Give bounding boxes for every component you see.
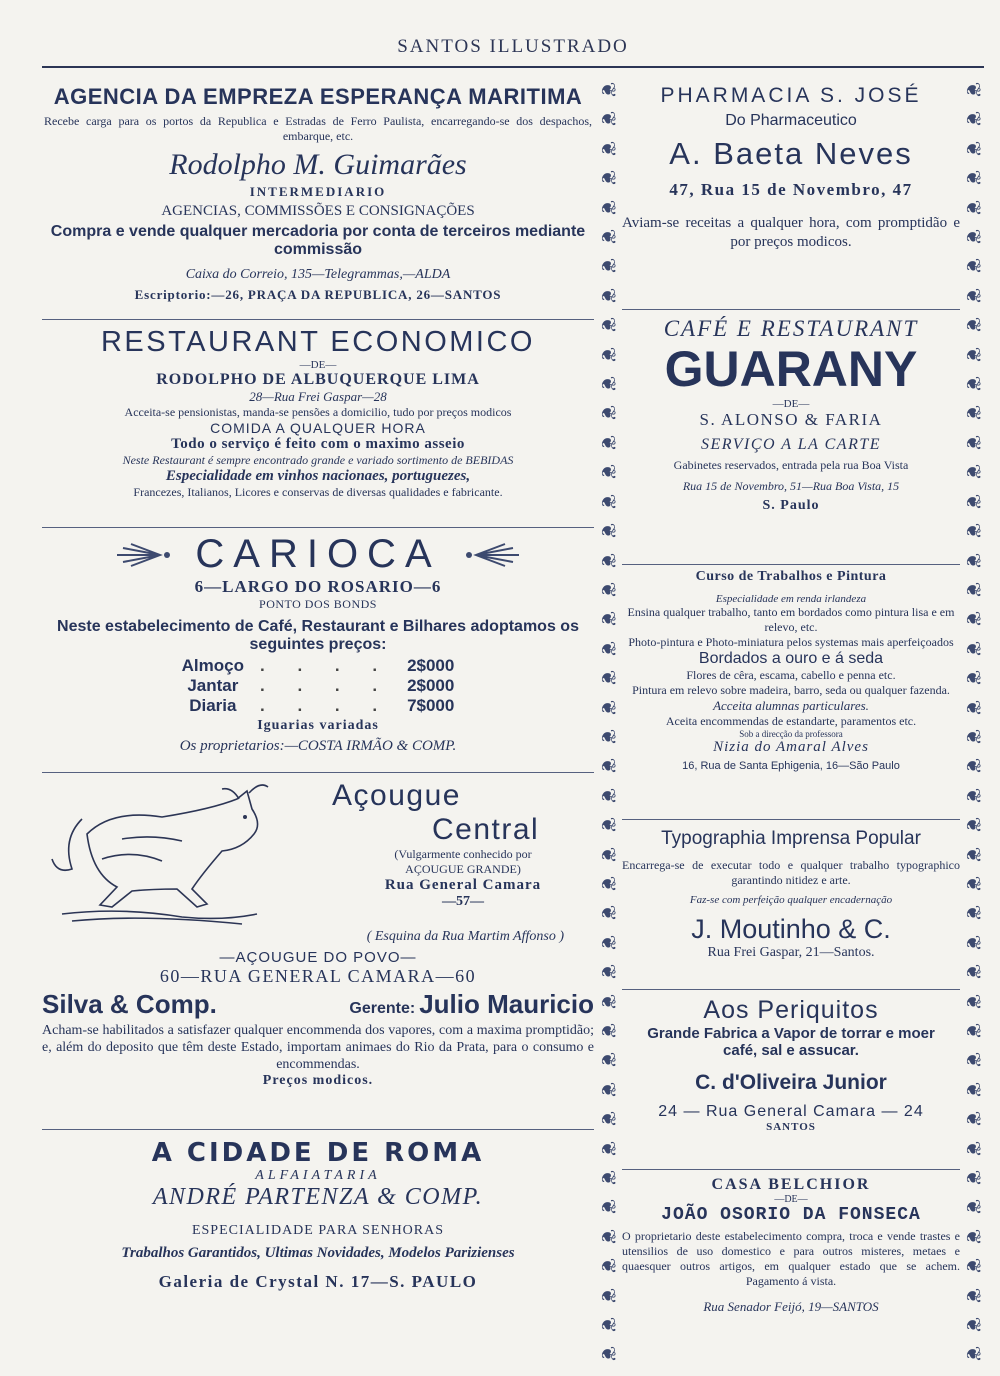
border-ornament-icon: ❦ — [595, 1199, 618, 1216]
ad-agencia — [42, 70, 594, 320]
border-ornament-icon: ❦ — [960, 1052, 983, 1069]
ornamental-border-left — [593, 80, 621, 1365]
border-ornament-icon: ❦ — [960, 493, 983, 511]
border-ornament-icon: ❦ — [595, 787, 618, 805]
curso-address: 16, Rua de Santa Ephigenia, 16—São Paulo — [682, 760, 900, 772]
border-ornament-icon: ❦ — [595, 640, 618, 658]
guarany-servico: SERVIÇO A LA CARTE — [700, 436, 882, 453]
border-ornament-icon: ❦ — [960, 463, 983, 481]
border-ornament-icon: ❦ — [595, 316, 618, 334]
economico-comida: COMIDA A QUALQUER HORA — [210, 420, 426, 436]
border-ornament-icon: ❦ — [595, 1346, 618, 1363]
border-ornament-icon: ❦ — [595, 1316, 618, 1334]
acougue-povo: —AÇOUGUE DO POVO— — [219, 949, 417, 966]
right-column — [622, 70, 960, 1321]
ad-casa-belchior — [622, 1170, 960, 1321]
border-ornament-icon: ❦ — [960, 787, 983, 805]
border-ornament-icon: ❦ — [960, 258, 983, 275]
border-ornament-icon: ❦ — [960, 669, 983, 687]
agencia-trade: Compra e vende qualquer mercadoria por conta de terceiros mediante commissão — [50, 223, 586, 258]
border-ornament-icon: ❦ — [960, 963, 983, 981]
ad-pharmacia — [622, 70, 960, 310]
border-ornament-icon: ❦ — [595, 375, 618, 393]
border-ornament-icon: ❦ — [960, 111, 983, 128]
price-value: 2$000 — [407, 656, 455, 675]
curso-text4: Pintura em relevo sobre madeira, barro, seda ou qualquer fazenda. — [632, 683, 950, 697]
typographia-address: Rua Frei Gaspar, 21—Santos. — [707, 945, 875, 960]
guarany-title2: GUARANY — [664, 341, 918, 397]
economico-title: RESTAURANT ECONOMICO — [100, 326, 535, 358]
roma-galeria: Galeria de Crystal N. 17—S. PAULO — [158, 1272, 478, 1291]
border-ornament-icon: ❦ — [595, 875, 618, 893]
border-ornament-icon: ❦ — [960, 199, 983, 217]
border-ornament-icon: ❦ — [960, 993, 983, 1010]
acougue-grande: AÇOUGUE GRANDE) — [405, 862, 521, 876]
acougue-street: Rua General Camara — [384, 877, 542, 893]
periquitos-city: SANTOS — [766, 1121, 816, 1133]
carioca-intro: Neste estabelecimento de Café, Restaurant e Bilhares adoptamos os seguintes preços: — [57, 618, 579, 653]
border-ornament-icon: ❦ — [960, 1081, 983, 1099]
curso-text5: Aceita encommendas de estandarte, paramentos etc. — [665, 714, 917, 728]
economico-text3: Francezes, Italianos, Licores e conservas de diversas qualidades e fabricante. — [133, 485, 503, 499]
typographia-text: Encarrega-se de executar todo e qualquer trabalho typographico garantindo nitidez e arte. — [622, 858, 960, 887]
price-value: 7$000 — [407, 696, 455, 715]
right-ornament-icon — [461, 540, 521, 570]
bull-illustration-icon — [42, 779, 272, 929]
curso-title: Curso de Trabalhos e Pintura — [695, 569, 887, 584]
border-ornament-icon: ❦ — [595, 610, 618, 628]
pharmacia-address: 47, Rua 15 de Novembro, 47 — [669, 180, 913, 199]
economico-especial: Especialidade em vinhos nacionaes, portuguezes, — [165, 468, 471, 484]
border-ornament-icon: ❦ — [595, 434, 618, 452]
border-ornament-icon: ❦ — [595, 1110, 618, 1128]
curso-bordados: Bordados a ouro e á seda — [698, 650, 884, 667]
price-item: Jantar — [187, 676, 239, 695]
curso-name: Nizia do Amaral Alves — [713, 739, 869, 755]
carioca-address: 6—LARGO DO ROSARIO—6 — [194, 577, 442, 596]
guarany-city: S. Paulo — [762, 498, 820, 513]
carioca-title: CARIOCA — [195, 532, 441, 576]
border-ornament-icon: ❦ — [595, 1081, 618, 1099]
ad-periquitos — [622, 990, 960, 1170]
economico-text2: Neste Restaurant é sempre encontrado grande e variado sortimento de BEBIDAS — [122, 453, 514, 467]
belchior-title: CASA BELCHIOR — [711, 1176, 871, 1193]
border-ornament-icon: ❦ — [960, 1022, 983, 1040]
border-ornament-icon: ❦ — [595, 287, 618, 305]
belchior-de: —DE— — [774, 1194, 808, 1205]
border-ornament-icon: ❦ — [595, 111, 618, 128]
border-ornament-icon: ❦ — [595, 699, 618, 716]
acougue-gerente-label: Gerente: — [349, 1000, 416, 1017]
ad-cidade-de-roma — [42, 1130, 594, 1298]
border-ornament-icon: ❦ — [595, 934, 618, 952]
border-ornament-icon: ❦ — [960, 934, 983, 952]
typographia-title: Typographia Imprensa Popular — [661, 828, 921, 849]
border-ornament-icon: ❦ — [960, 699, 983, 716]
roma-sub: ALFAIATARIA — [255, 1168, 381, 1183]
border-ornament-icon: ❦ — [595, 757, 618, 775]
border-ornament-icon: ❦ — [595, 463, 618, 481]
carioca-ponto: PONTO DOS BONDS — [259, 597, 377, 611]
economico-text1: Acceita-se pensionistas, manda-se pensões a domicilio, tudo por preços modicos — [124, 405, 512, 419]
border-ornament-icon: ❦ — [960, 375, 983, 393]
roma-title: A CIDADE DE ROMA — [151, 1138, 485, 1168]
periquitos-title: Aos Periquitos — [703, 996, 879, 1024]
periquitos-name: C. d'Oliveira Junior — [695, 1071, 887, 1094]
roma-firm: ANDRÉ PARTENZA & COMP. — [152, 1184, 484, 1210]
ad-carioca — [42, 528, 594, 773]
acougue-gerente: Julio Mauricio — [419, 989, 594, 1019]
border-ornament-icon: ❦ — [595, 522, 618, 540]
border-ornament-icon: ❦ — [960, 552, 983, 569]
border-ornament-icon: ❦ — [595, 169, 618, 187]
economico-owner: RODOLPHO DE ALBUQUERQUE LIMA — [156, 371, 480, 388]
border-ornament-icon: ❦ — [595, 140, 618, 158]
economico-address: 28—Rua Frei Gaspar—28 — [249, 389, 387, 404]
typographia-name: J. Moutinho & C. — [691, 914, 891, 944]
acougue-vulgar: (Vulgarmente conhecido por — [394, 847, 532, 861]
typographia-faz: Faz-se com perfeição qualquer encadernação — [689, 894, 893, 906]
acougue-esquina: ( Esquina da Rua Martim Affonso ) — [366, 929, 564, 944]
acougue-text: Acham-se habilitados a satisfazer qualquer encommenda dos vapores, com a maxima promptidão; e, além do deposito que têm deste Estado, importam animaes do Rio da Prata, para o consumo e encommendas. — [42, 1023, 594, 1072]
border-ornament-icon: ❦ — [960, 846, 983, 863]
pharmacia-sub: Do Pharmaceutico — [725, 112, 857, 129]
border-ornament-icon: ❦ — [595, 669, 618, 687]
curso-esp: Especialidade em renda irlandeza — [715, 593, 867, 605]
border-ornament-icon: ❦ — [960, 1169, 983, 1187]
periquitos-text: Grande Fabrica a Vapor de torrar e moer café, sal e assucar. — [647, 1025, 935, 1059]
border-ornament-icon: ❦ — [960, 405, 983, 422]
price-item: Almoço — [181, 656, 244, 675]
curso-alumnas: Acceita alumnas particulares. — [713, 698, 869, 713]
carioca-iguarias: Iguarias variadas — [257, 718, 379, 733]
ad-guarany — [622, 310, 960, 565]
ornamental-border-right — [958, 80, 986, 1365]
periquitos-address: 24 — Rua General Camara — 24 — [658, 1103, 924, 1120]
pharmacia-name: A. Baeta Neves — [669, 136, 913, 171]
border-ornament-icon: ❦ — [960, 346, 983, 364]
ad-typographia — [622, 820, 960, 990]
border-ornament-icon: ❦ — [960, 434, 983, 452]
price-dots: . . . . — [260, 676, 392, 695]
price-dots: . . . . — [260, 656, 392, 675]
border-ornament-icon: ❦ — [595, 963, 618, 981]
left-ornament-icon — [115, 540, 175, 570]
border-ornament-icon: ❦ — [960, 316, 983, 334]
pharmacia-title: PHARMACIA S. JOSÉ — [660, 84, 922, 107]
border-ornament-icon: ❦ — [960, 1346, 983, 1363]
acougue-precos: Preços modicos. — [262, 1073, 374, 1088]
price-value: 2$000 — [407, 676, 455, 695]
border-ornament-icon: ❦ — [595, 816, 618, 834]
agencia-name: Rodolpho M. Guimarães — [169, 148, 467, 181]
acougue-firm: Silva & Comp. — [42, 989, 217, 1019]
border-ornament-icon: ❦ — [960, 81, 983, 99]
page-header — [42, 32, 984, 68]
left-column — [42, 70, 594, 1298]
ad-acougue — [42, 773, 594, 1130]
border-ornament-icon: ❦ — [595, 728, 618, 746]
border-ornament-icon: ❦ — [960, 1199, 983, 1216]
border-ornament-icon: ❦ — [960, 287, 983, 305]
price-row — [176, 656, 461, 676]
border-ornament-icon: ❦ — [960, 1257, 983, 1275]
border-ornament-icon: ❦ — [960, 1110, 983, 1128]
border-ornament-icon: ❦ — [960, 728, 983, 746]
guarany-title1: CAFÉ E RESTAURANT — [663, 316, 919, 341]
border-ornament-icon: ❦ — [595, 581, 618, 599]
acougue-header — [42, 779, 594, 929]
border-ornament-icon: ❦ — [960, 169, 983, 187]
border-ornament-icon: ❦ — [960, 1140, 983, 1158]
price-table — [176, 656, 461, 716]
border-ornament-icon: ❦ — [595, 1287, 618, 1305]
border-ornament-icon: ❦ — [595, 346, 618, 364]
border-ornament-icon: ❦ — [595, 1257, 618, 1275]
border-ornament-icon: ❦ — [960, 581, 983, 599]
border-ornament-icon: ❦ — [595, 199, 618, 217]
page-title: SANTOS ILLUSTRADO — [397, 36, 629, 57]
acougue-povo-address: 60—RUA GENERAL CAMARA—60 — [159, 966, 477, 986]
border-ornament-icon: ❦ — [960, 522, 983, 540]
roma-line: Trabalhos Garantidos, Ultimas Novidades, Modelos Parizienses — [121, 1245, 515, 1261]
border-ornament-icon: ❦ — [595, 81, 618, 99]
price-row — [176, 676, 461, 696]
belchior-address: Rua Senador Feijó, 19—SANTOS — [703, 1299, 879, 1314]
border-ornament-icon: ❦ — [960, 757, 983, 775]
ad-restaurant-economico — [42, 320, 594, 528]
curso-text2: Photo-pintura e Photo-miniatura pelos systemas mais aperfeiçoados — [628, 635, 954, 649]
border-ornament-icon: ❦ — [595, 1140, 618, 1158]
border-ornament-icon: ❦ — [595, 993, 618, 1010]
border-ornament-icon: ❦ — [960, 1287, 983, 1305]
agencia-role: INTERMEDIARIO — [249, 184, 387, 199]
border-ornament-icon: ❦ — [960, 1316, 983, 1334]
agencia-contact: Caixa do Correio, 135—Telegrammas,—ALDA — [185, 267, 451, 282]
carioca-owners: Os proprietarios:—COSTA IRMÃO & COMP. — [179, 738, 457, 754]
border-ornament-icon: ❦ — [960, 875, 983, 893]
border-ornament-icon: ❦ — [960, 640, 983, 658]
border-ornament-icon: ❦ — [960, 610, 983, 628]
border-ornament-icon: ❦ — [595, 904, 618, 922]
border-ornament-icon: ❦ — [960, 816, 983, 834]
guarany-address: Rua 15 de Novembro, 51—Rua Boa Vista, 15 — [682, 479, 900, 493]
belchior-name: JOÃO OSORIO DA FONSECA — [661, 1205, 921, 1225]
price-dots: . . . . — [260, 696, 392, 715]
agencia-title: AGENCIA DA EMPREZA ESPERANÇA MARITIMA — [53, 84, 583, 109]
economico-de: —DE— — [299, 359, 337, 371]
agencia-office: Escriptorio:—26, PRAÇA DA REPUBLICA, 26—SANTOS — [134, 287, 502, 302]
guarany-gabinetes: Gabinetes reservados, entrada pela rua Boa Vista — [673, 458, 909, 472]
curso-text3: Flores de cêra, escama, cabello e penna etc. — [686, 668, 896, 682]
agencia-services: AGENCIAS, COMMISSÕES E CONSIGNAÇÕES — [161, 203, 475, 219]
border-ornament-icon: ❦ — [960, 1228, 983, 1246]
border-ornament-icon: ❦ — [960, 904, 983, 922]
guarany-owners: S. ALONSO & FARIA — [699, 410, 883, 429]
border-ornament-icon: ❦ — [595, 493, 618, 511]
economico-servico: Todo o serviço é feito com o maximo asseio — [171, 436, 465, 452]
border-ornament-icon: ❦ — [960, 140, 983, 158]
border-ornament-icon: ❦ — [595, 1169, 618, 1187]
pharmacia-text: Aviam-se receitas a qualquer hora, com promptidão e por preços modicos. — [622, 215, 960, 250]
border-ornament-icon: ❦ — [960, 228, 983, 246]
price-row — [176, 696, 461, 716]
border-ornament-icon: ❦ — [595, 552, 618, 569]
border-ornament-icon: ❦ — [595, 1022, 618, 1040]
acougue-number: —57— — [442, 894, 484, 909]
border-ornament-icon: ❦ — [595, 228, 618, 246]
price-item: Diaria — [189, 696, 237, 715]
border-ornament-icon: ❦ — [595, 846, 618, 863]
curso-text1: Ensina qualquer trabalho, tanto em bordados como pintura lisa e em relevo, etc. — [627, 605, 955, 634]
border-ornament-icon: ❦ — [595, 1052, 618, 1069]
border-ornament-icon: ❦ — [595, 258, 618, 275]
border-ornament-icon: ❦ — [595, 1228, 618, 1246]
acougue-title1: Açougue — [332, 779, 461, 812]
roma-esp: ESPECIALIDADE PARA SENHORAS — [191, 1223, 445, 1238]
curso-direcao: Sob a direcção da professora — [739, 729, 843, 739]
ad-curso — [622, 565, 960, 820]
acougue-title2: Central — [432, 813, 540, 846]
agencia-desc: Recebe carga para os portos da Republica e Estradas de Ferro Paulista, encarregando-se dos despachos, embarque, etc. — [44, 114, 592, 143]
border-ornament-icon: ❦ — [595, 405, 618, 422]
guarany-de: —DE— — [772, 398, 810, 410]
belchior-text: O proprietario deste estabelecimento compra, troca e vende trastes e utensilios de uso domestico e para outros misteres, metaes e quaesquer outros artigos, em qualquer estado que se achem. Pagamento á vista. — [622, 1229, 960, 1288]
